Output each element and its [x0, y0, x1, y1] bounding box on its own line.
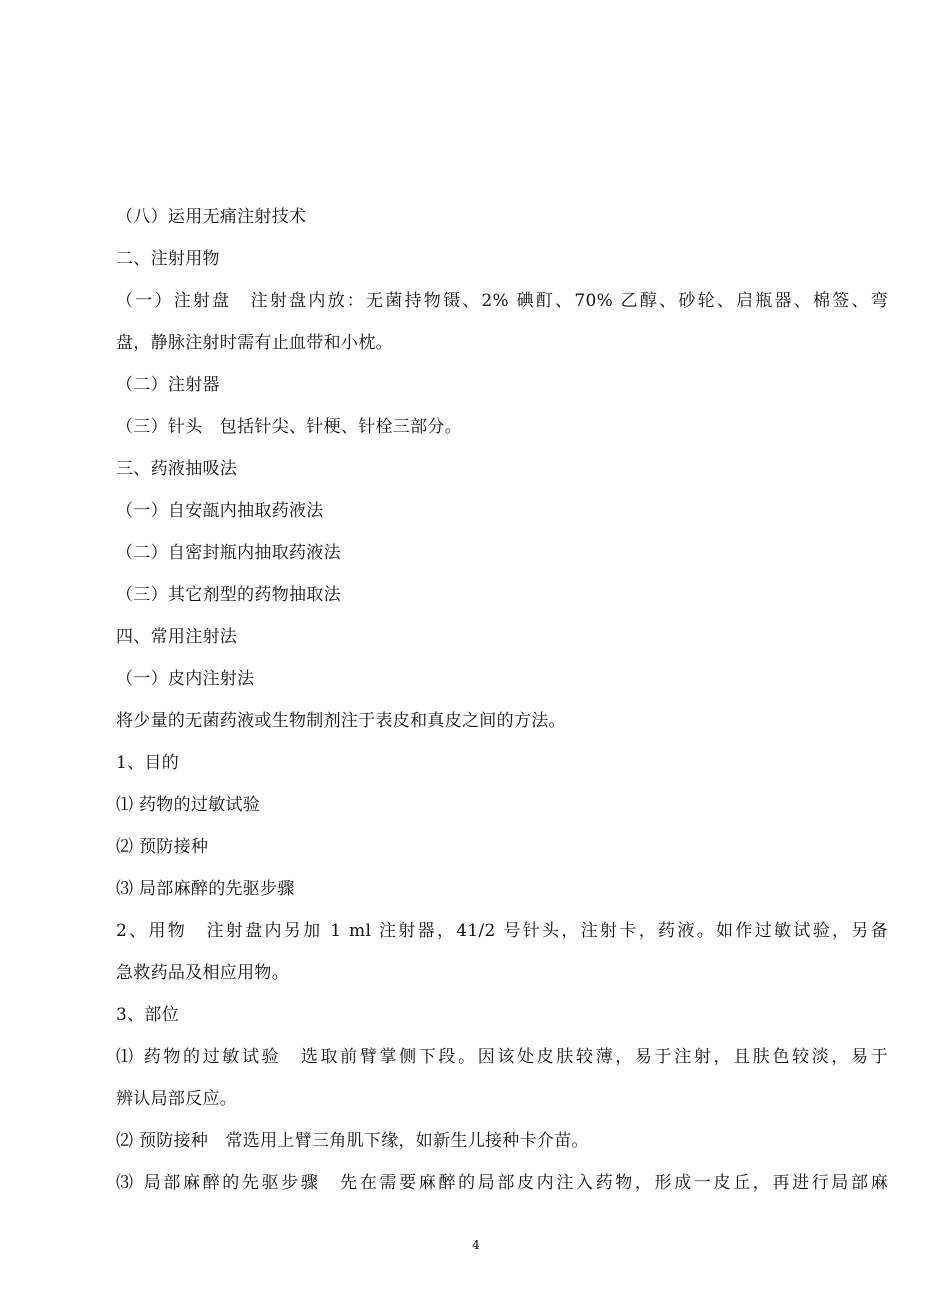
section-heading-drug-aspiration: 三、药液抽吸法 [116, 459, 238, 479]
section-heading-common-injections: 四、常用注射法 [116, 627, 238, 647]
heading-other-forms: （三）其它剂型的药物抽取法 [116, 585, 341, 605]
heading-ampoule: （一）自安瓿内抽取药液法 [116, 501, 324, 521]
heading-site: 3、部位 [116, 1005, 180, 1025]
paragraph-site-allergy-test: ⑴ 药物的过敏试验 选取前臂掌侧下段。因该处皮肤较薄，易于注射，且肤色较淡，易于 [116, 1047, 888, 1067]
paragraph-supplies: 2、用物 注射盘内另加 1 ml 注射器，41/2 号针头，注射卡，药液。如作过敏试验，另备 [116, 921, 888, 941]
list-item-vaccination: ⑵ 预防接种 [116, 837, 209, 857]
paragraph-injection-tray: （一）注射盘 注射盘内放：无菌持物镊、2% 碘酊、70% 乙醇、砂轮、启瓶器、棉签、弯 [116, 291, 888, 311]
paragraph-intradermal-definition: 将少量的无菌药液或生物制剂注于表皮和真皮之间的方法。 [116, 711, 566, 731]
heading-painless-injection: （八）运用无痛注射技术 [116, 207, 307, 227]
paragraph-site-vaccination: ⑵ 预防接种 常选用上臂三角肌下缘，如新生儿接种卡介苗。 [116, 1131, 589, 1151]
heading-syringe: （二）注射器 [116, 375, 220, 395]
list-item-allergy-test: ⑴ 药物的过敏试验 [116, 795, 261, 815]
paragraph-supplies-cont: 急救药品及相应用物。 [116, 963, 289, 983]
page-number: 4 [472, 1238, 480, 1252]
text-body [116, 207, 888, 1215]
list-item-local-anesthesia: ⑶ 局部麻醉的先驱步骤 [116, 879, 295, 899]
section-heading-injection-supplies: 二、注射用物 [116, 249, 220, 269]
heading-intradermal: （一）皮内注射法 [116, 669, 255, 689]
paragraph-site-local-anesthesia: ⑶ 局部麻醉的先驱步骤 先在需要麻醉的局部皮内注入药物，形成一皮丘，再进行局部麻 [116, 1173, 888, 1193]
heading-sealed-vial: （二）自密封瓶内抽取药液法 [116, 543, 341, 563]
paragraph-injection-tray-cont: 盘，静脉注射时需有止血带和小枕。 [116, 333, 393, 353]
paragraph-site-allergy-test-cont: 辨认局部反应。 [116, 1089, 238, 1109]
paragraph-needle: （三）针头 包括针尖、针梗、针栓三部分。 [116, 417, 462, 437]
heading-purpose: 1、目的 [116, 753, 180, 773]
